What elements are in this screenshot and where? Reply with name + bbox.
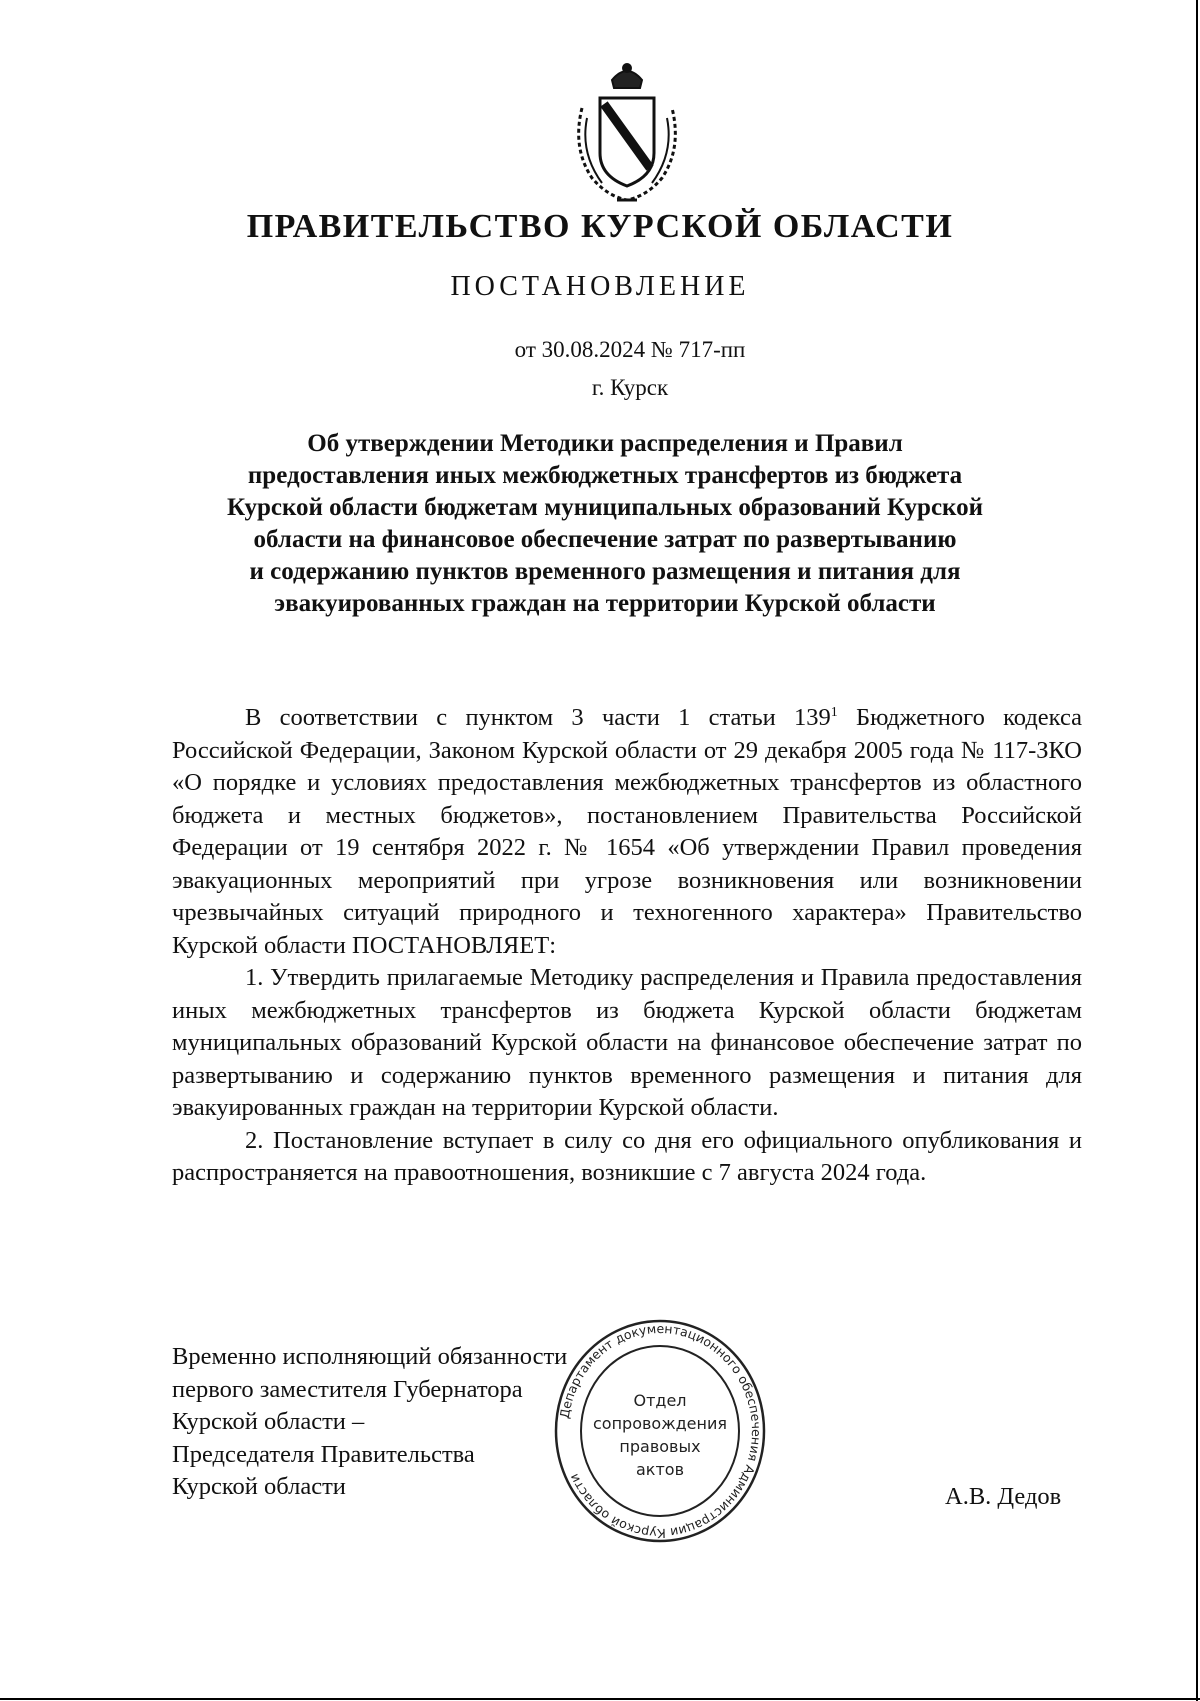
stamp-inner-line: сопровождения: [592, 1414, 728, 1433]
document-subject: [170, 428, 1040, 620]
official-stamp: [550, 1316, 770, 1546]
coat-of-arms-emblem: [562, 58, 692, 208]
preamble-text-start: В соответствии с пунктом 3 части 1 статьи 139: [245, 704, 831, 732]
organization-title: ПРАВИТЕЛЬСТВО КУРСКОЙ ОБЛАСТИ: [246, 208, 954, 245]
position-line: Временно исполняющий обязанности: [172, 1343, 568, 1370]
date-number: от 30.08.2024 № 717-пп: [514, 337, 746, 362]
stamp-inner-line: актов: [635, 1460, 685, 1479]
stamp-inner-line: Отдел: [633, 1391, 687, 1410]
subject-line: эвакуированных граждан на территории Курской области: [274, 590, 936, 617]
position-line: Председателя Правительства: [172, 1440, 475, 1468]
scan-edge-line: [1196, 0, 1198, 1701]
preamble-paragraph: [172, 697, 1082, 962]
subject-line: и содержанию пунктов временного размещения и питания для: [249, 558, 961, 585]
scan-edge-line-bottom: [0, 1698, 1200, 1700]
position-line: Курской области –: [172, 1408, 365, 1435]
article-superscript: 1: [830, 705, 838, 720]
city: г. Курск: [591, 375, 669, 400]
item-2-paragraph: 2. Постановление вступает в силу со дня его официального опубликования и распространяется на правоотношения, возникшие с 7 августа 2024 года.: [172, 1126, 1082, 1187]
subject-line: предоставления иных межбюджетных трансфертов из бюджета: [247, 462, 963, 489]
preamble-text-end: Бюджетного кодекса Российской Федерации, Законом Курской области от 29 декабря 2005 года № 117-ЗКО «О порядке и условиях предоставления межбюджетных трансфертов из областного бюджета и местных бюджетов», постановлением Правительства Российской Федерации от 19 сентября 2022 г. № 1654 «Об утверждении Правил проведения эвакуационных мероприятий при угрозе возникновения или возникновении чрезвычайных ситуаций природного и техногенного характера» Правительство Курской области ПОСТАНОВЛЯЕТ:: [172, 704, 1082, 959]
item-1-paragraph: 1. Утвердить прилагаемые Методику распределения и Правила предоставления иных межбюджетных трансфертов из бюджета Курской области бюджетам муниципальных образований Курской области на финансовое обеспечение затрат по развертыванию и содержанию пунктов временного размещения и питания для эвакуированных граждан на территории Курской области.: [172, 964, 1082, 1122]
subject-line: области на финансовое обеспечение затрат по развертыванию: [253, 526, 957, 553]
document-type: ПОСТАНОВЛЕНИЕ: [450, 271, 750, 302]
position-line: первого заместителя Губернатора: [172, 1375, 523, 1403]
subject-line: Об утверждении Методики распределения и Правил: [307, 430, 903, 457]
stamp-outer-text: Департамент документационного обеспечения Администрации Курской области: [556, 1320, 765, 1542]
document-body: [172, 697, 1082, 1190]
signatory-name: А.В. Дедов: [945, 1483, 1062, 1510]
subject-line: Курской области бюджетам муниципальных образований Курской: [226, 494, 984, 521]
stamp-inner-line: правовых: [619, 1437, 701, 1456]
position-line: Курской области: [172, 1473, 346, 1500]
signatory-position: [172, 1341, 567, 1504]
